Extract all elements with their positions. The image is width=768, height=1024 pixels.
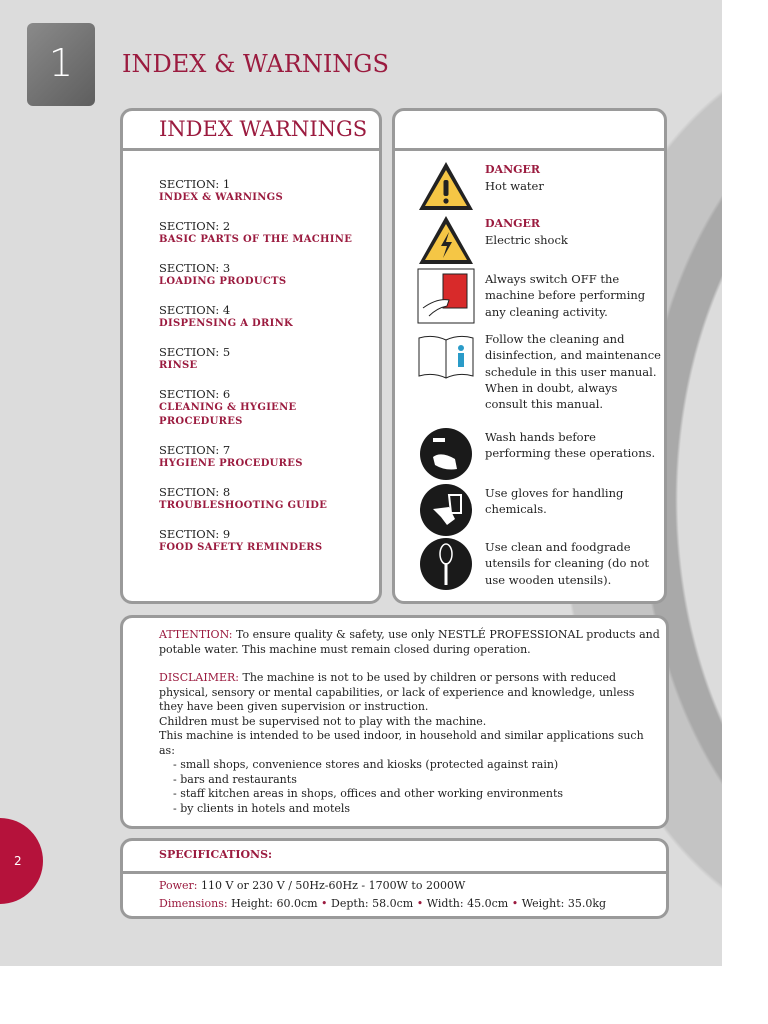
warning-text: Wash hands before performing these operations. bbox=[485, 430, 656, 461]
warning-item bbox=[417, 213, 663, 267]
section-title: INDEX & WARNINGS bbox=[159, 192, 284, 203]
section-title: LOADING PRODUCTS bbox=[159, 276, 287, 287]
warning-label: DANGER bbox=[485, 163, 541, 176]
warning-text: DANGER Hot water bbox=[485, 163, 544, 194]
index-section-item bbox=[123, 443, 379, 471]
warning-item bbox=[417, 427, 663, 481]
index-section-item bbox=[123, 177, 379, 205]
index-title: INDEX WARNINGS bbox=[123, 111, 379, 151]
index-card bbox=[120, 108, 382, 604]
warnings-header bbox=[395, 111, 664, 151]
chapter-badge: 1 bbox=[27, 23, 95, 106]
dimensions-spec: Dimensions: Height: 60.0cm • Depth: 58.0cm • Width: 45.0cm • Weight: 35.0kg bbox=[159, 897, 607, 910]
specifications-card bbox=[120, 838, 669, 919]
section-title: BASIC PARTS OF THE MACHINE bbox=[159, 234, 353, 245]
section-number: SECTION: 6 bbox=[159, 387, 231, 401]
warning-text: Use gloves for handling chemicals. bbox=[485, 486, 624, 517]
section-title: HYGIENE PROCEDURES bbox=[159, 458, 303, 469]
wash-hands-icon bbox=[417, 427, 475, 481]
page-title: INDEX & WARNINGS bbox=[122, 50, 389, 78]
index-section-item bbox=[123, 261, 379, 289]
index-section-item bbox=[123, 527, 379, 555]
manual-info-icon bbox=[417, 329, 475, 383]
usage-bullet: - small shops, convenience stores and kiosks (protected against rain) bbox=[173, 758, 559, 771]
section-title: DISPENSING A DRINK bbox=[159, 318, 294, 329]
specifications-title: SPECIFICATIONS: bbox=[123, 841, 666, 874]
section-number: SECTION: 9 bbox=[159, 527, 231, 541]
index-section-item bbox=[123, 387, 379, 429]
disclaimer-text: DISCLAIMER: The machine is not to be used by children or persons with reduced physical, sensory or mental capabilities, or lack of experience and knowledge, unless they have been given supervision or instruction. bbox=[159, 671, 635, 713]
warning-item bbox=[417, 329, 663, 412]
index-section-item bbox=[123, 303, 379, 331]
section-title: CLEANING & HYGIENE PROCEDURES bbox=[159, 402, 297, 427]
section-number: SECTION: 3 bbox=[159, 261, 231, 275]
page-number-badge: 2 bbox=[0, 818, 43, 904]
usage-bullet: - staff kitchen areas in shops, offices and other working environments bbox=[173, 787, 564, 800]
section-number: SECTION: 1 bbox=[159, 177, 231, 191]
warning-text: DANGER Electric shock bbox=[485, 217, 568, 248]
warning-item bbox=[417, 159, 663, 213]
warning-label: DANGER bbox=[485, 217, 541, 230]
section-number: SECTION: 5 bbox=[159, 345, 231, 359]
warning-item bbox=[417, 537, 663, 591]
section-title: TROUBLESHOOTING GUIDE bbox=[159, 500, 328, 511]
warning-text: Use clean and foodgrade utensils for cleaning (do not use wooden utensils). bbox=[485, 540, 650, 587]
usage-bullet: - bars and restaurants bbox=[173, 772, 297, 786]
section-title: RINSE bbox=[159, 360, 198, 371]
section-number: SECTION: 7 bbox=[159, 443, 231, 457]
attention-card bbox=[120, 615, 669, 829]
power-spec: Power: 110 V or 230 V / 50Hz-60Hz - 1700W to 2000W bbox=[159, 879, 466, 892]
section-number: SECTION: 8 bbox=[159, 485, 231, 499]
warning-item bbox=[417, 269, 663, 323]
index-section-item bbox=[123, 485, 379, 513]
gloves-icon bbox=[417, 483, 475, 537]
warnings-card bbox=[392, 108, 667, 604]
warning-item bbox=[417, 483, 663, 537]
index-section-item bbox=[123, 219, 379, 247]
section-number: SECTION: 4 bbox=[159, 303, 231, 317]
usage-bullet: - by clients in hotels and motels bbox=[173, 801, 351, 815]
section-title: FOOD SAFETY REMINDERS bbox=[159, 542, 323, 553]
disclaimer-line: Children must be supervised not to play with the machine. bbox=[159, 714, 487, 728]
warning-text: Always switch OFF the machine before performing any cleaning activity. bbox=[485, 272, 646, 319]
whisk-utensil-icon bbox=[417, 537, 475, 591]
section-number: SECTION: 2 bbox=[159, 219, 231, 233]
index-section-item bbox=[123, 345, 379, 373]
warning-text: Follow the cleaning and disinfection, and maintenance schedule in this user manual. When in doubt, always consult this manual. bbox=[485, 332, 661, 412]
warning-triangle-icon bbox=[417, 159, 475, 213]
switch-off-icon bbox=[417, 269, 475, 323]
attention-text: ATTENTION: To ensure quality & safety, use only NESTLÉ PROFESSIONAL products and potable water. This machine must remain closed during operation. bbox=[159, 628, 660, 656]
electric-shock-icon bbox=[417, 213, 475, 267]
disclaimer-line: This machine is intended to be used indoor, in household and similar applications such as: bbox=[159, 729, 644, 757]
